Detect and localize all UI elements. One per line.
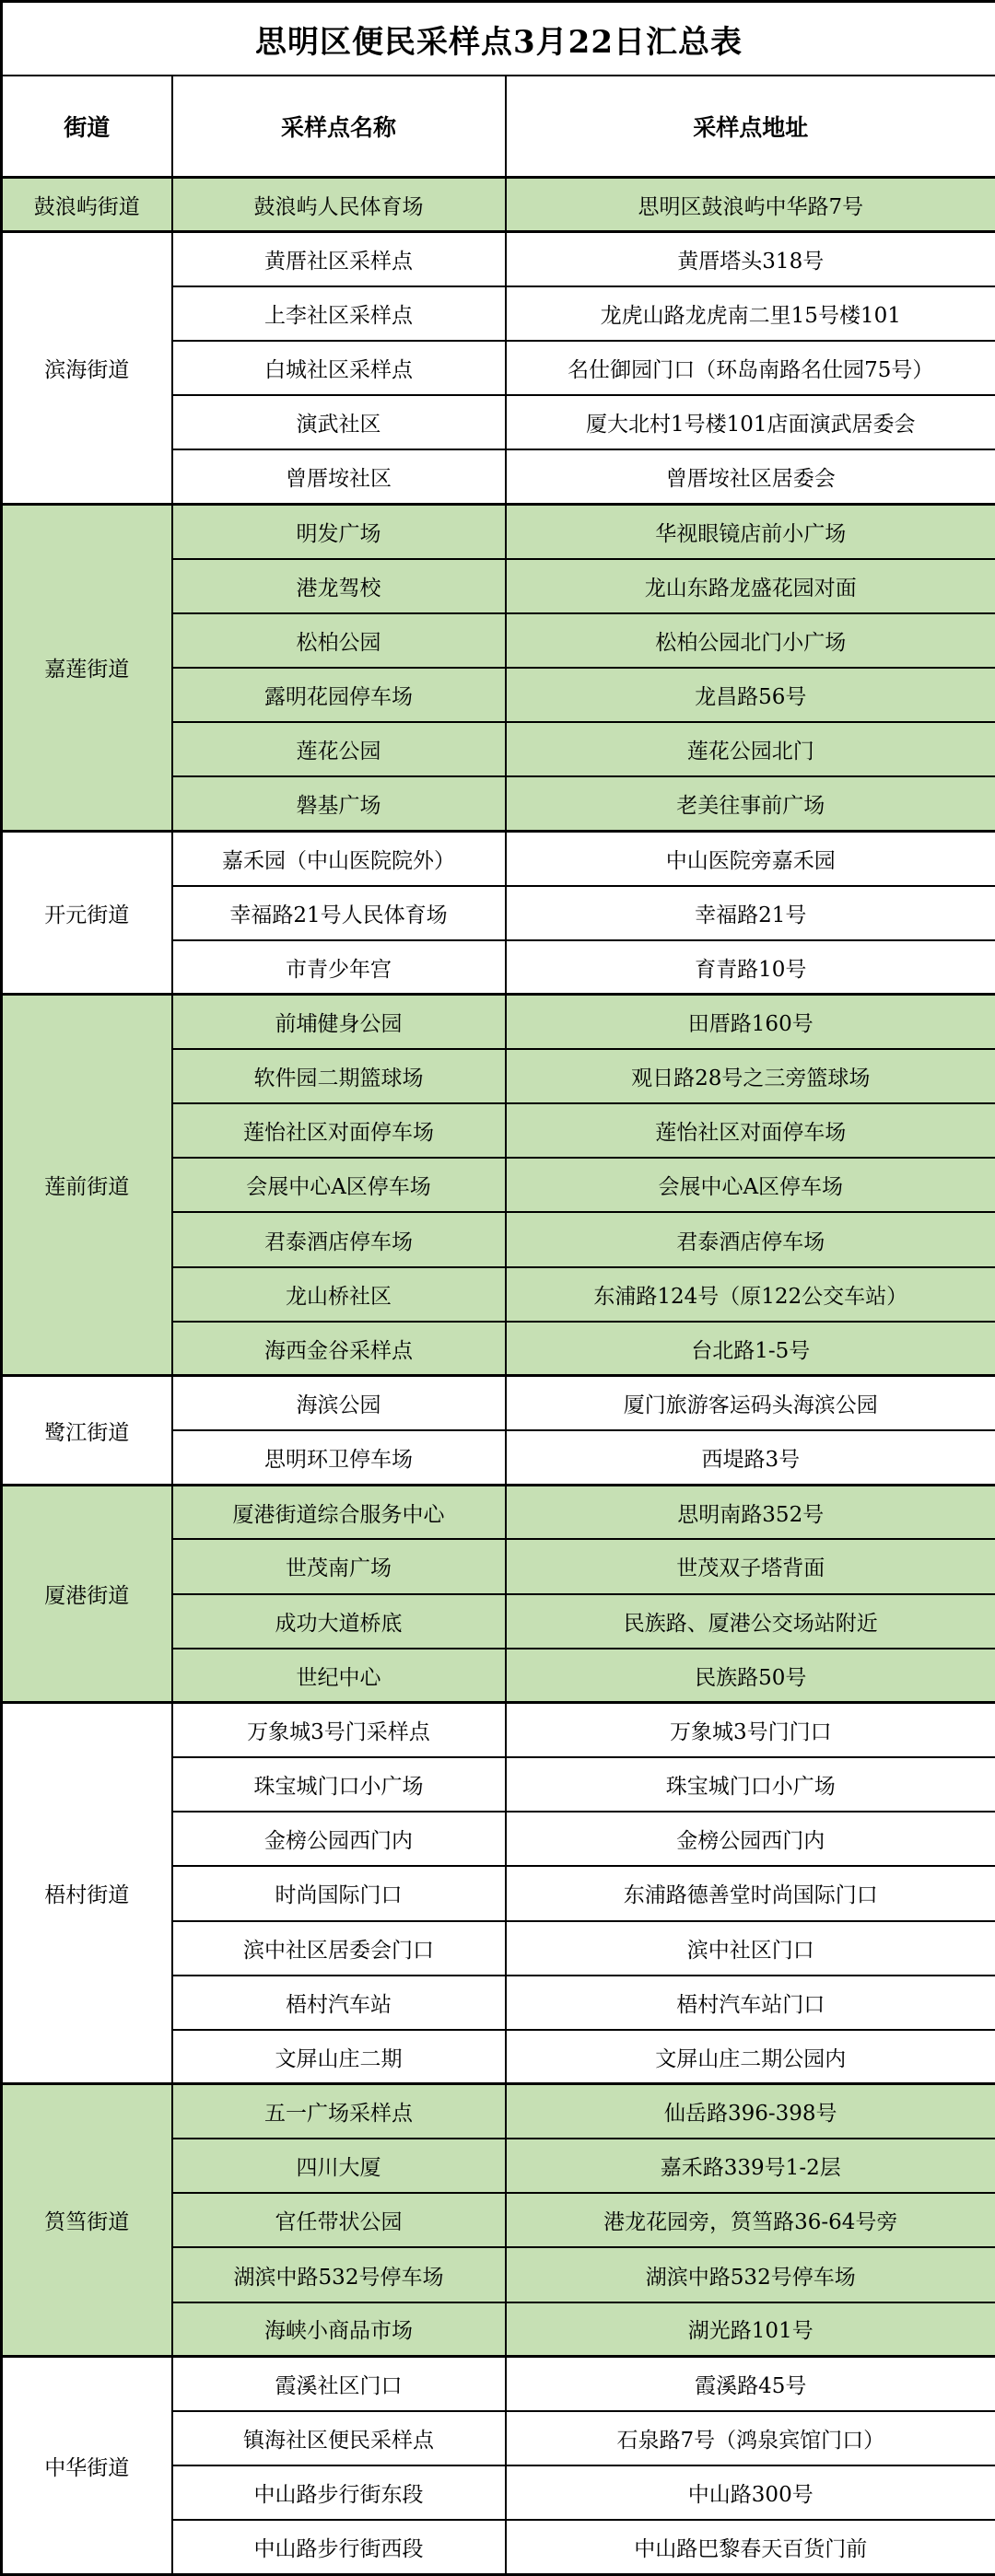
site-address-cell: 华视眼镜店前小广场 [506,504,995,558]
site-address-cell: 台北路1-5号 [506,1322,995,1376]
site-address-cell: 育青路10号 [506,940,995,995]
site-address-cell: 曾厝垵社区居委会 [506,449,995,504]
site-address-cell: 老美往事前广场 [506,776,995,831]
site-name-cell: 成功大道桥底 [172,1594,506,1649]
table-row [2,2357,995,2411]
column-header-name: 采样点名称 [172,76,506,178]
site-address-cell: 龙昌路56号 [506,668,995,722]
site-name-cell: 莲怡社区对面停车场 [172,1103,506,1158]
site-name-cell: 梧村汽车站 [172,1976,506,2030]
table-row [2,1376,995,1430]
site-address-cell: 霞溪路45号 [506,2357,995,2411]
site-name-cell: 明发广场 [172,504,506,558]
table-row [2,831,995,885]
site-name-cell: 磐基广场 [172,776,506,831]
site-name-cell: 黄厝社区采样点 [172,232,506,286]
table-row [2,1703,995,1757]
site-address-cell: 中山医院旁嘉禾园 [506,831,995,885]
header-row [2,76,995,178]
site-address-cell: 厦大北村1号楼101店面演武居委会 [506,395,995,449]
site-address-cell: 莲怡社区对面停车场 [506,1103,995,1158]
site-name-cell: 会展中心A区停车场 [172,1158,506,1212]
site-name-cell: 世纪中心 [172,1649,506,1703]
site-name-cell: 霞溪社区门口 [172,2357,506,2411]
street-cell: 鹭江街道 [2,1376,172,1485]
site-address-cell: 中山路巴黎春天百货门前 [506,2520,995,2574]
site-name-cell: 市青少年宫 [172,940,506,995]
site-address-cell: 思明区鼓浪屿中华路7号 [506,178,995,232]
site-name-cell: 软件园二期篮球场 [172,1049,506,1103]
site-name-cell: 金榜公园西门内 [172,1812,506,1866]
table-row [2,232,995,286]
street-cell: 中华街道 [2,2357,172,2575]
site-address-cell: 珠宝城门口小广场 [506,1757,995,1812]
table-body [2,178,995,2575]
site-address-cell: 田厝路160号 [506,995,995,1049]
table-row [2,178,995,232]
site-name-cell: 珠宝城门口小广场 [172,1757,506,1812]
site-name-cell: 龙山桥社区 [172,1267,506,1322]
site-name-cell: 思明环卫停车场 [172,1430,506,1485]
site-name-cell: 万象城3号门采样点 [172,1703,506,1757]
site-address-cell: 龙虎山路龙虎南二里15号楼101 [506,286,995,341]
street-cell: 筼筜街道 [2,2084,172,2357]
site-address-cell: 世茂双子塔背面 [506,1539,995,1593]
site-address-cell: 中山路300号 [506,2465,995,2520]
site-name-cell: 白城社区采样点 [172,341,506,395]
site-name-cell: 滨中社区居委会门口 [172,1921,506,1976]
site-name-cell: 港龙驾校 [172,559,506,613]
site-name-cell: 演武社区 [172,395,506,449]
site-address-cell: 金榜公园西门内 [506,1812,995,1866]
site-name-cell: 海滨公园 [172,1376,506,1430]
table-row [2,1485,995,1539]
site-address-cell: 万象城3号门门口 [506,1703,995,1757]
site-address-cell: 嘉禾路339号1-2层 [506,2139,995,2193]
table-row [2,504,995,558]
street-cell: 鼓浪屿街道 [2,178,172,232]
site-address-cell: 会展中心A区停车场 [506,1158,995,1212]
site-address-cell: 仙岳路396-398号 [506,2084,995,2139]
site-name-cell: 莲花公园 [172,722,506,776]
site-address-cell: 黄厝塔头318号 [506,232,995,286]
site-name-cell: 中山路步行街西段 [172,2520,506,2574]
site-name-cell: 中山路步行街东段 [172,2465,506,2520]
street-cell: 开元街道 [2,831,172,994]
site-name-cell: 厦港街道综合服务中心 [172,1485,506,1539]
site-address-cell: 君泰酒店停车场 [506,1212,995,1266]
site-name-cell: 君泰酒店停车场 [172,1212,506,1266]
table-row [2,2084,995,2139]
column-header-street: 街道 [2,76,172,178]
title-row [2,2,995,76]
site-name-cell: 前埔健身公园 [172,995,506,1049]
street-cell: 滨海街道 [2,232,172,505]
site-address-cell: 湖光路101号 [506,2302,995,2357]
site-name-cell: 松柏公园 [172,613,506,668]
site-address-cell: 文屏山庄二期公园内 [506,2030,995,2084]
site-name-cell: 上李社区采样点 [172,286,506,341]
column-header-address: 采样点地址 [506,76,995,178]
site-address-cell: 梧村汽车站门口 [506,1976,995,2030]
site-name-cell: 幸福路21号人民体育场 [172,886,506,940]
site-address-cell: 东浦路124号（原122公交车站） [506,1267,995,1322]
site-address-cell: 西堤路3号 [506,1430,995,1485]
site-name-cell: 四川大厦 [172,2139,506,2193]
site-name-cell: 曾厝垵社区 [172,449,506,504]
site-address-cell: 幸福路21号 [506,886,995,940]
table-row [2,995,995,1049]
site-address-cell: 莲花公园北门 [506,722,995,776]
site-address-cell: 民族路、厦港公交场站附近 [506,1594,995,1649]
site-name-cell: 镇海社区便民采样点 [172,2411,506,2465]
site-address-cell: 石泉路7号（鸿泉宾馆门口） [506,2411,995,2465]
site-name-cell: 鼓浪屿人民体育场 [172,178,506,232]
site-name-cell: 世茂南广场 [172,1539,506,1593]
site-name-cell: 海西金谷采样点 [172,1322,506,1376]
site-name-cell: 嘉禾园（中山医院院外） [172,831,506,885]
street-cell: 嘉莲街道 [2,504,172,831]
site-name-cell: 露明花园停车场 [172,668,506,722]
site-address-cell: 名仕御园门口（环岛南路名仕园75号） [506,341,995,395]
site-address-cell: 观日路28号之三旁篮球场 [506,1049,995,1103]
street-cell: 莲前街道 [2,995,172,1376]
street-cell: 厦港街道 [2,1485,172,1703]
site-name-cell: 五一广场采样点 [172,2084,506,2139]
site-name-cell: 官任带状公园 [172,2193,506,2247]
site-name-cell: 湖滨中路532号停车场 [172,2247,506,2302]
site-name-cell: 时尚国际门口 [172,1866,506,1920]
street-cell: 梧村街道 [2,1703,172,2084]
site-address-cell: 松柏公园北门小广场 [506,613,995,668]
page-title: 思明区便民采样点3月22日汇总表 [2,2,995,76]
site-name-cell: 文屏山庄二期 [172,2030,506,2084]
site-address-cell: 厦门旅游客运码头海滨公园 [506,1376,995,1430]
site-address-cell: 龙山东路龙盛花园对面 [506,559,995,613]
site-address-cell: 民族路50号 [506,1649,995,1703]
site-name-cell: 海峡小商品市场 [172,2302,506,2357]
site-address-cell: 港龙花园旁，筼筜路36-64号旁 [506,2193,995,2247]
site-address-cell: 滨中社区门口 [506,1921,995,1976]
site-address-cell: 湖滨中路532号停车场 [506,2247,995,2302]
site-address-cell: 思明南路352号 [506,1485,995,1539]
site-address-cell: 东浦路德善堂时尚国际门口 [506,1866,995,1920]
